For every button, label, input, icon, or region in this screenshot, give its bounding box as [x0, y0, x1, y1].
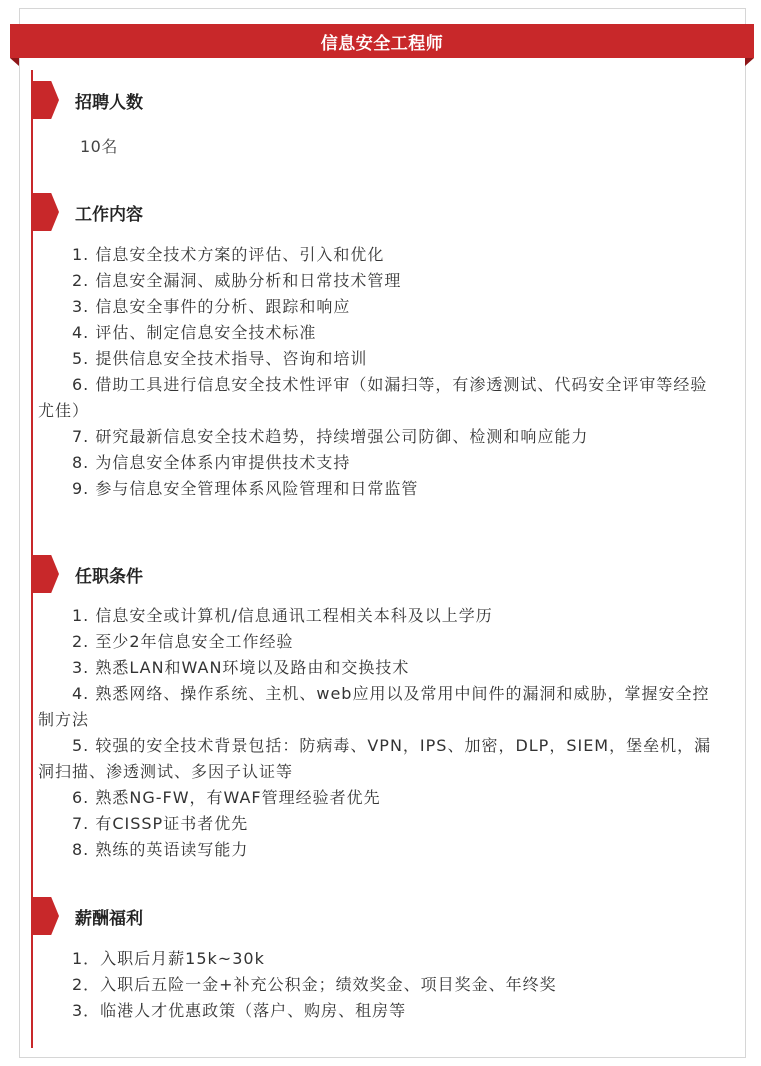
- section-flag-icon: [33, 193, 59, 231]
- list-item: 2. 至少2年信息安全工作经验: [72, 632, 294, 651]
- list-item: 7. 研究最新信息安全技术趋势，持续增强公司防御、检测和响应能力: [72, 427, 589, 446]
- list-item: 4. 评估、制定信息安全技术标准: [72, 323, 317, 342]
- section-header-benefits: [33, 897, 143, 935]
- list-item: 2．入职后五险一金+补充公积金；绩效奖金、项目奖金、年终奖: [72, 975, 557, 994]
- list-item: 6. 熟悉NG-FW，有WAF管理经验者优先: [72, 788, 381, 807]
- list-item: 2. 信息安全漏洞、威胁分析和日常技术管理: [72, 271, 402, 290]
- list-item: 3．临港人才优惠政策（落户、购房、租房等: [72, 1001, 407, 1020]
- section-title: 薪酬福利: [75, 908, 143, 929]
- section-flag-icon: [33, 555, 59, 593]
- list-item: 4. 熟悉网络、操作系统、主机、web应用以及常用中间件的漏洞和威胁，掌握安全控制方法: [38, 684, 710, 729]
- section-header-requirements: [33, 555, 143, 593]
- requirements-list: [38, 603, 718, 863]
- job-title: 信息安全工程师: [320, 33, 444, 54]
- list-item: 7. 有CISSP证书者优先: [72, 814, 249, 833]
- section-title: 任职条件: [75, 566, 143, 587]
- benefits-list: [38, 946, 718, 1024]
- list-item: 1. 信息安全技术方案的评估、引入和优化: [72, 245, 385, 264]
- list-item: 1．入职后月薪15k~30k: [72, 949, 265, 968]
- list-item: 5. 提供信息安全技术指导、咨询和培训: [72, 349, 368, 368]
- section-header-duties: [33, 193, 143, 231]
- section-flag-icon: [33, 81, 59, 119]
- duties-list: [38, 242, 718, 502]
- list-item: 8. 熟练的英语读写能力: [72, 840, 249, 859]
- list-item: 6. 借助工具进行信息安全技术性评审（如漏扫等，有渗透测试、代码安全评审等经验尤佳）: [38, 375, 708, 420]
- section-flag-icon: [33, 897, 59, 935]
- list-item: 9. 参与信息安全管理体系风险管理和日常监管: [72, 479, 419, 498]
- headcount-value: 10名: [80, 137, 118, 156]
- list-item: 1. 信息安全或计算机/信息通讯工程相关本科及以上学历: [72, 606, 493, 625]
- list-item: 3. 信息安全事件的分析、跟踪和响应: [72, 297, 351, 316]
- list-item: 5. 较强的安全技术背景包括：防病毒、VPN，IPS、加密，DLP，SIEM，堡垒机，漏洞扫描、渗透测试、多因子认证等: [38, 736, 712, 781]
- section-header-headcount: [33, 81, 143, 119]
- list-item: 3. 熟悉LAN和WAN环境以及路由和交换技术: [72, 658, 410, 677]
- banner-fold-left: [10, 58, 19, 66]
- list-item: 8. 为信息安全体系内审提供技术支持: [72, 453, 351, 472]
- section-title: 工作内容: [75, 204, 143, 225]
- job-title-banner: [10, 24, 754, 58]
- banner-fold-right: [745, 58, 754, 66]
- section-title: 招聘人数: [75, 92, 143, 113]
